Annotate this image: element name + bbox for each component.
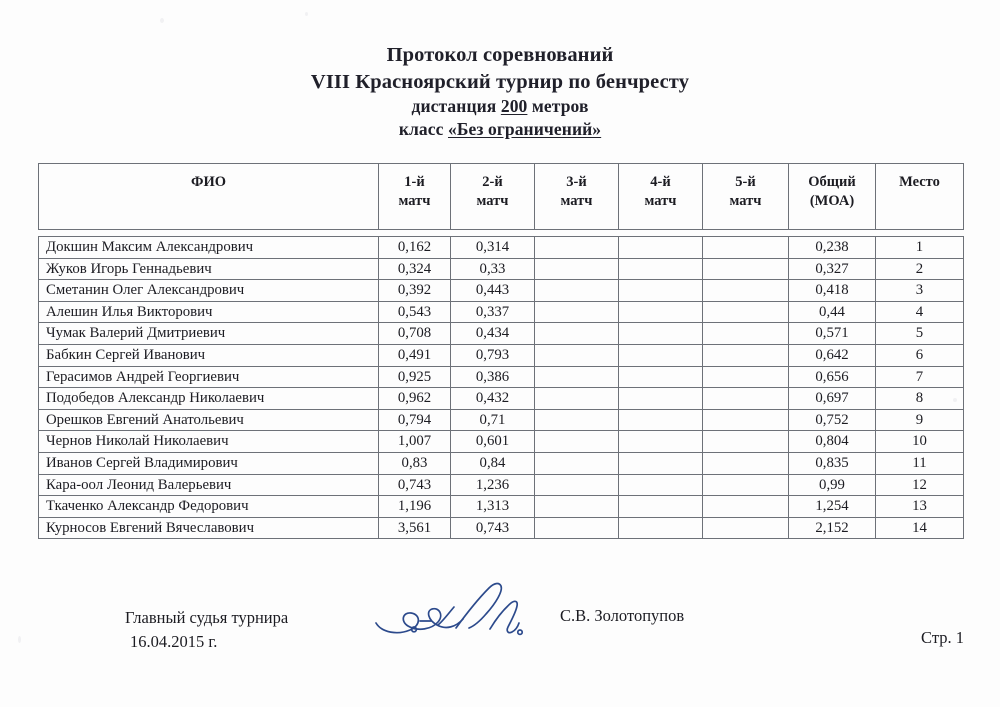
column-header-place: Место bbox=[876, 164, 964, 230]
scan-artifact bbox=[305, 12, 308, 16]
cell-m2: 0,601 bbox=[451, 431, 535, 453]
cell-m5 bbox=[703, 323, 789, 345]
cell-place: 5 bbox=[876, 323, 964, 345]
cell-m3 bbox=[535, 452, 619, 474]
cell-name: Жуков Игорь Геннадьевич bbox=[39, 258, 379, 280]
document-title-block bbox=[0, 42, 1000, 141]
cell-total: 0,656 bbox=[789, 366, 876, 388]
cell-m4 bbox=[619, 237, 703, 259]
cell-m4 bbox=[619, 280, 703, 302]
match5-line2: матч bbox=[729, 192, 762, 209]
cell-total: 0,99 bbox=[789, 474, 876, 496]
cell-m2: 0,793 bbox=[451, 344, 535, 366]
cell-m5 bbox=[703, 496, 789, 518]
protocol-date: 16.04.2015 г. bbox=[130, 631, 218, 651]
table-row bbox=[39, 344, 964, 366]
cell-place: 2 bbox=[876, 258, 964, 280]
cell-m3 bbox=[535, 323, 619, 345]
title-line-2: VIII Красноярский турнир по бенчресту bbox=[310, 70, 690, 93]
column-header-match3 bbox=[535, 164, 619, 230]
table-row bbox=[39, 323, 964, 345]
cell-name: Орешков Евгений Анатольевич bbox=[39, 409, 379, 431]
title-line-4 bbox=[0, 118, 1000, 141]
cell-m3 bbox=[535, 280, 619, 302]
column-header-match5 bbox=[703, 164, 789, 230]
table-row bbox=[39, 237, 964, 259]
cell-m4 bbox=[619, 517, 703, 539]
match4-line2: матч bbox=[644, 192, 677, 209]
cell-total: 2,152 bbox=[789, 517, 876, 539]
cell-m1: 3,561 bbox=[379, 517, 451, 539]
match2-line2: матч bbox=[476, 192, 509, 209]
cell-m1: 1,007 bbox=[379, 431, 451, 453]
page-number: Стр. 1 bbox=[921, 628, 964, 647]
cell-m2: 1,313 bbox=[451, 496, 535, 518]
cell-m5 bbox=[703, 517, 789, 539]
column-header-match1 bbox=[379, 164, 451, 230]
table-row bbox=[39, 301, 964, 323]
handwritten-signature-icon bbox=[368, 581, 558, 643]
cell-m3 bbox=[535, 237, 619, 259]
cell-m1: 0,743 bbox=[379, 474, 451, 496]
cell-m4 bbox=[619, 388, 703, 410]
cell-place: 11 bbox=[876, 452, 964, 474]
cell-m5 bbox=[703, 431, 789, 453]
cell-m2: 1,236 bbox=[451, 474, 535, 496]
table-row bbox=[39, 388, 964, 410]
cell-total: 1,254 bbox=[789, 496, 876, 518]
title-line-1: Протокол соревнований bbox=[386, 44, 614, 66]
cell-m2: 0,743 bbox=[451, 517, 535, 539]
table-row bbox=[39, 496, 964, 518]
cell-m3 bbox=[535, 344, 619, 366]
cell-m4 bbox=[619, 344, 703, 366]
cell-m3 bbox=[535, 431, 619, 453]
cell-m1: 0,83 bbox=[379, 452, 451, 474]
column-header-match4 bbox=[619, 164, 703, 230]
cell-m3 bbox=[535, 366, 619, 388]
class-value: «Без ограничений» bbox=[447, 119, 602, 140]
table-row bbox=[39, 452, 964, 474]
cell-m2: 0,84 bbox=[451, 452, 535, 474]
table-row bbox=[39, 517, 964, 539]
column-header-total bbox=[789, 164, 876, 230]
distance-value: 200 bbox=[500, 96, 528, 117]
cell-m2: 0,337 bbox=[451, 301, 535, 323]
cell-m5 bbox=[703, 344, 789, 366]
cell-name: Сметанин Олег Александрович bbox=[39, 280, 379, 302]
cell-name: Ткаченко Александр Федорович bbox=[39, 496, 379, 518]
match5-line1: 5-й bbox=[735, 174, 756, 190]
table-row bbox=[39, 409, 964, 431]
cell-total: 0,642 bbox=[789, 344, 876, 366]
cell-m4 bbox=[619, 301, 703, 323]
footer-signature-block bbox=[125, 606, 288, 654]
cell-m5 bbox=[703, 474, 789, 496]
cell-m2: 0,386 bbox=[451, 366, 535, 388]
cell-place: 14 bbox=[876, 517, 964, 539]
cell-m4 bbox=[619, 409, 703, 431]
scan-artifact bbox=[160, 18, 164, 23]
total-line2: (МОА) bbox=[809, 192, 855, 209]
cell-m4 bbox=[619, 366, 703, 388]
class-prefix: класс bbox=[398, 119, 448, 140]
cell-m3 bbox=[535, 301, 619, 323]
cell-total: 0,571 bbox=[789, 323, 876, 345]
table-row bbox=[39, 474, 964, 496]
cell-m2: 0,71 bbox=[451, 409, 535, 431]
results-table-body bbox=[38, 236, 964, 539]
cell-m1: 0,491 bbox=[379, 344, 451, 366]
cell-total: 0,804 bbox=[789, 431, 876, 453]
cell-m5 bbox=[703, 258, 789, 280]
cell-m4 bbox=[619, 496, 703, 518]
cell-place: 4 bbox=[876, 301, 964, 323]
cell-name: Чумак Валерий Дмитриевич bbox=[39, 323, 379, 345]
cell-place: 10 bbox=[876, 431, 964, 453]
match4-line1: 4-й bbox=[650, 174, 671, 190]
cell-m3 bbox=[535, 409, 619, 431]
cell-m4 bbox=[619, 452, 703, 474]
cell-m5 bbox=[703, 452, 789, 474]
cell-m5 bbox=[703, 366, 789, 388]
cell-m2: 0,314 bbox=[451, 237, 535, 259]
cell-name: Кара-оол Леонид Валерьевич bbox=[39, 474, 379, 496]
column-header-fio: ФИО bbox=[39, 164, 379, 230]
results-table-header bbox=[38, 163, 964, 230]
table-row bbox=[39, 366, 964, 388]
cell-total: 0,697 bbox=[789, 388, 876, 410]
cell-place: 9 bbox=[876, 409, 964, 431]
cell-name: Чернов Николай Николаевич bbox=[39, 431, 379, 453]
cell-name: Алешин Илья Викторович bbox=[39, 301, 379, 323]
cell-name: Герасимов Андрей Георгиевич bbox=[39, 366, 379, 388]
cell-m4 bbox=[619, 258, 703, 280]
cell-m1: 0,392 bbox=[379, 280, 451, 302]
cell-place: 13 bbox=[876, 496, 964, 518]
match1-line1: 1-й bbox=[404, 174, 425, 190]
cell-total: 0,327 bbox=[789, 258, 876, 280]
cell-m4 bbox=[619, 474, 703, 496]
cell-name: Докшин Максим Александрович bbox=[39, 237, 379, 259]
cell-place: 1 bbox=[876, 237, 964, 259]
cell-m1: 0,708 bbox=[379, 323, 451, 345]
cell-name: Иванов Сергей Владимирович bbox=[39, 452, 379, 474]
cell-m3 bbox=[535, 388, 619, 410]
cell-m1: 0,324 bbox=[379, 258, 451, 280]
cell-m2: 0,432 bbox=[451, 388, 535, 410]
cell-m5 bbox=[703, 301, 789, 323]
cell-m5 bbox=[703, 280, 789, 302]
cell-place: 8 bbox=[876, 388, 964, 410]
cell-total: 0,238 bbox=[789, 237, 876, 259]
cell-place: 6 bbox=[876, 344, 964, 366]
scan-artifact bbox=[18, 636, 21, 643]
table-row bbox=[39, 280, 964, 302]
cell-m5 bbox=[703, 237, 789, 259]
table-row bbox=[39, 431, 964, 453]
cell-total: 0,835 bbox=[789, 452, 876, 474]
cell-name: Подобедов Александр Николаевич bbox=[39, 388, 379, 410]
cell-m1: 1,196 bbox=[379, 496, 451, 518]
cell-m1: 0,543 bbox=[379, 301, 451, 323]
cell-m1: 0,794 bbox=[379, 409, 451, 431]
header-row bbox=[39, 164, 964, 230]
cell-m1: 0,162 bbox=[379, 237, 451, 259]
match3-line1: 3-й bbox=[566, 174, 587, 190]
title-line-3 bbox=[0, 95, 1000, 118]
match1-line2: матч bbox=[398, 192, 431, 209]
cell-place: 7 bbox=[876, 366, 964, 388]
cell-total: 0,418 bbox=[789, 280, 876, 302]
judge-role-label: Главный судья турнира bbox=[125, 608, 289, 627]
table-row bbox=[39, 258, 964, 280]
cell-m1: 0,925 bbox=[379, 366, 451, 388]
distance-suffix: метров bbox=[527, 96, 589, 117]
cell-m3 bbox=[535, 517, 619, 539]
cell-m2: 0,33 bbox=[451, 258, 535, 280]
cell-m5 bbox=[703, 388, 789, 410]
cell-m4 bbox=[619, 431, 703, 453]
cell-total: 0,752 bbox=[789, 409, 876, 431]
cell-m2: 0,443 bbox=[451, 280, 535, 302]
cell-place: 12 bbox=[876, 474, 964, 496]
cell-name: Курносов Евгений Вячеславович bbox=[39, 517, 379, 539]
cell-m5 bbox=[703, 409, 789, 431]
cell-m3 bbox=[535, 474, 619, 496]
cell-m2: 0,434 bbox=[451, 323, 535, 345]
distance-prefix: дистанция bbox=[411, 96, 501, 117]
cell-m3 bbox=[535, 258, 619, 280]
column-header-match2 bbox=[451, 164, 535, 230]
cell-m3 bbox=[535, 496, 619, 518]
cell-m1: 0,962 bbox=[379, 388, 451, 410]
cell-place: 3 bbox=[876, 280, 964, 302]
match2-line1: 2-й bbox=[482, 174, 503, 190]
cell-name: Бабкин Сергей Иванович bbox=[39, 344, 379, 366]
signer-name: С.В. Золотопупов bbox=[560, 606, 685, 625]
match3-line2: матч bbox=[560, 192, 593, 209]
cell-m4 bbox=[619, 323, 703, 345]
cell-total: 0,44 bbox=[789, 301, 876, 323]
total-line1: Общий bbox=[808, 174, 856, 190]
